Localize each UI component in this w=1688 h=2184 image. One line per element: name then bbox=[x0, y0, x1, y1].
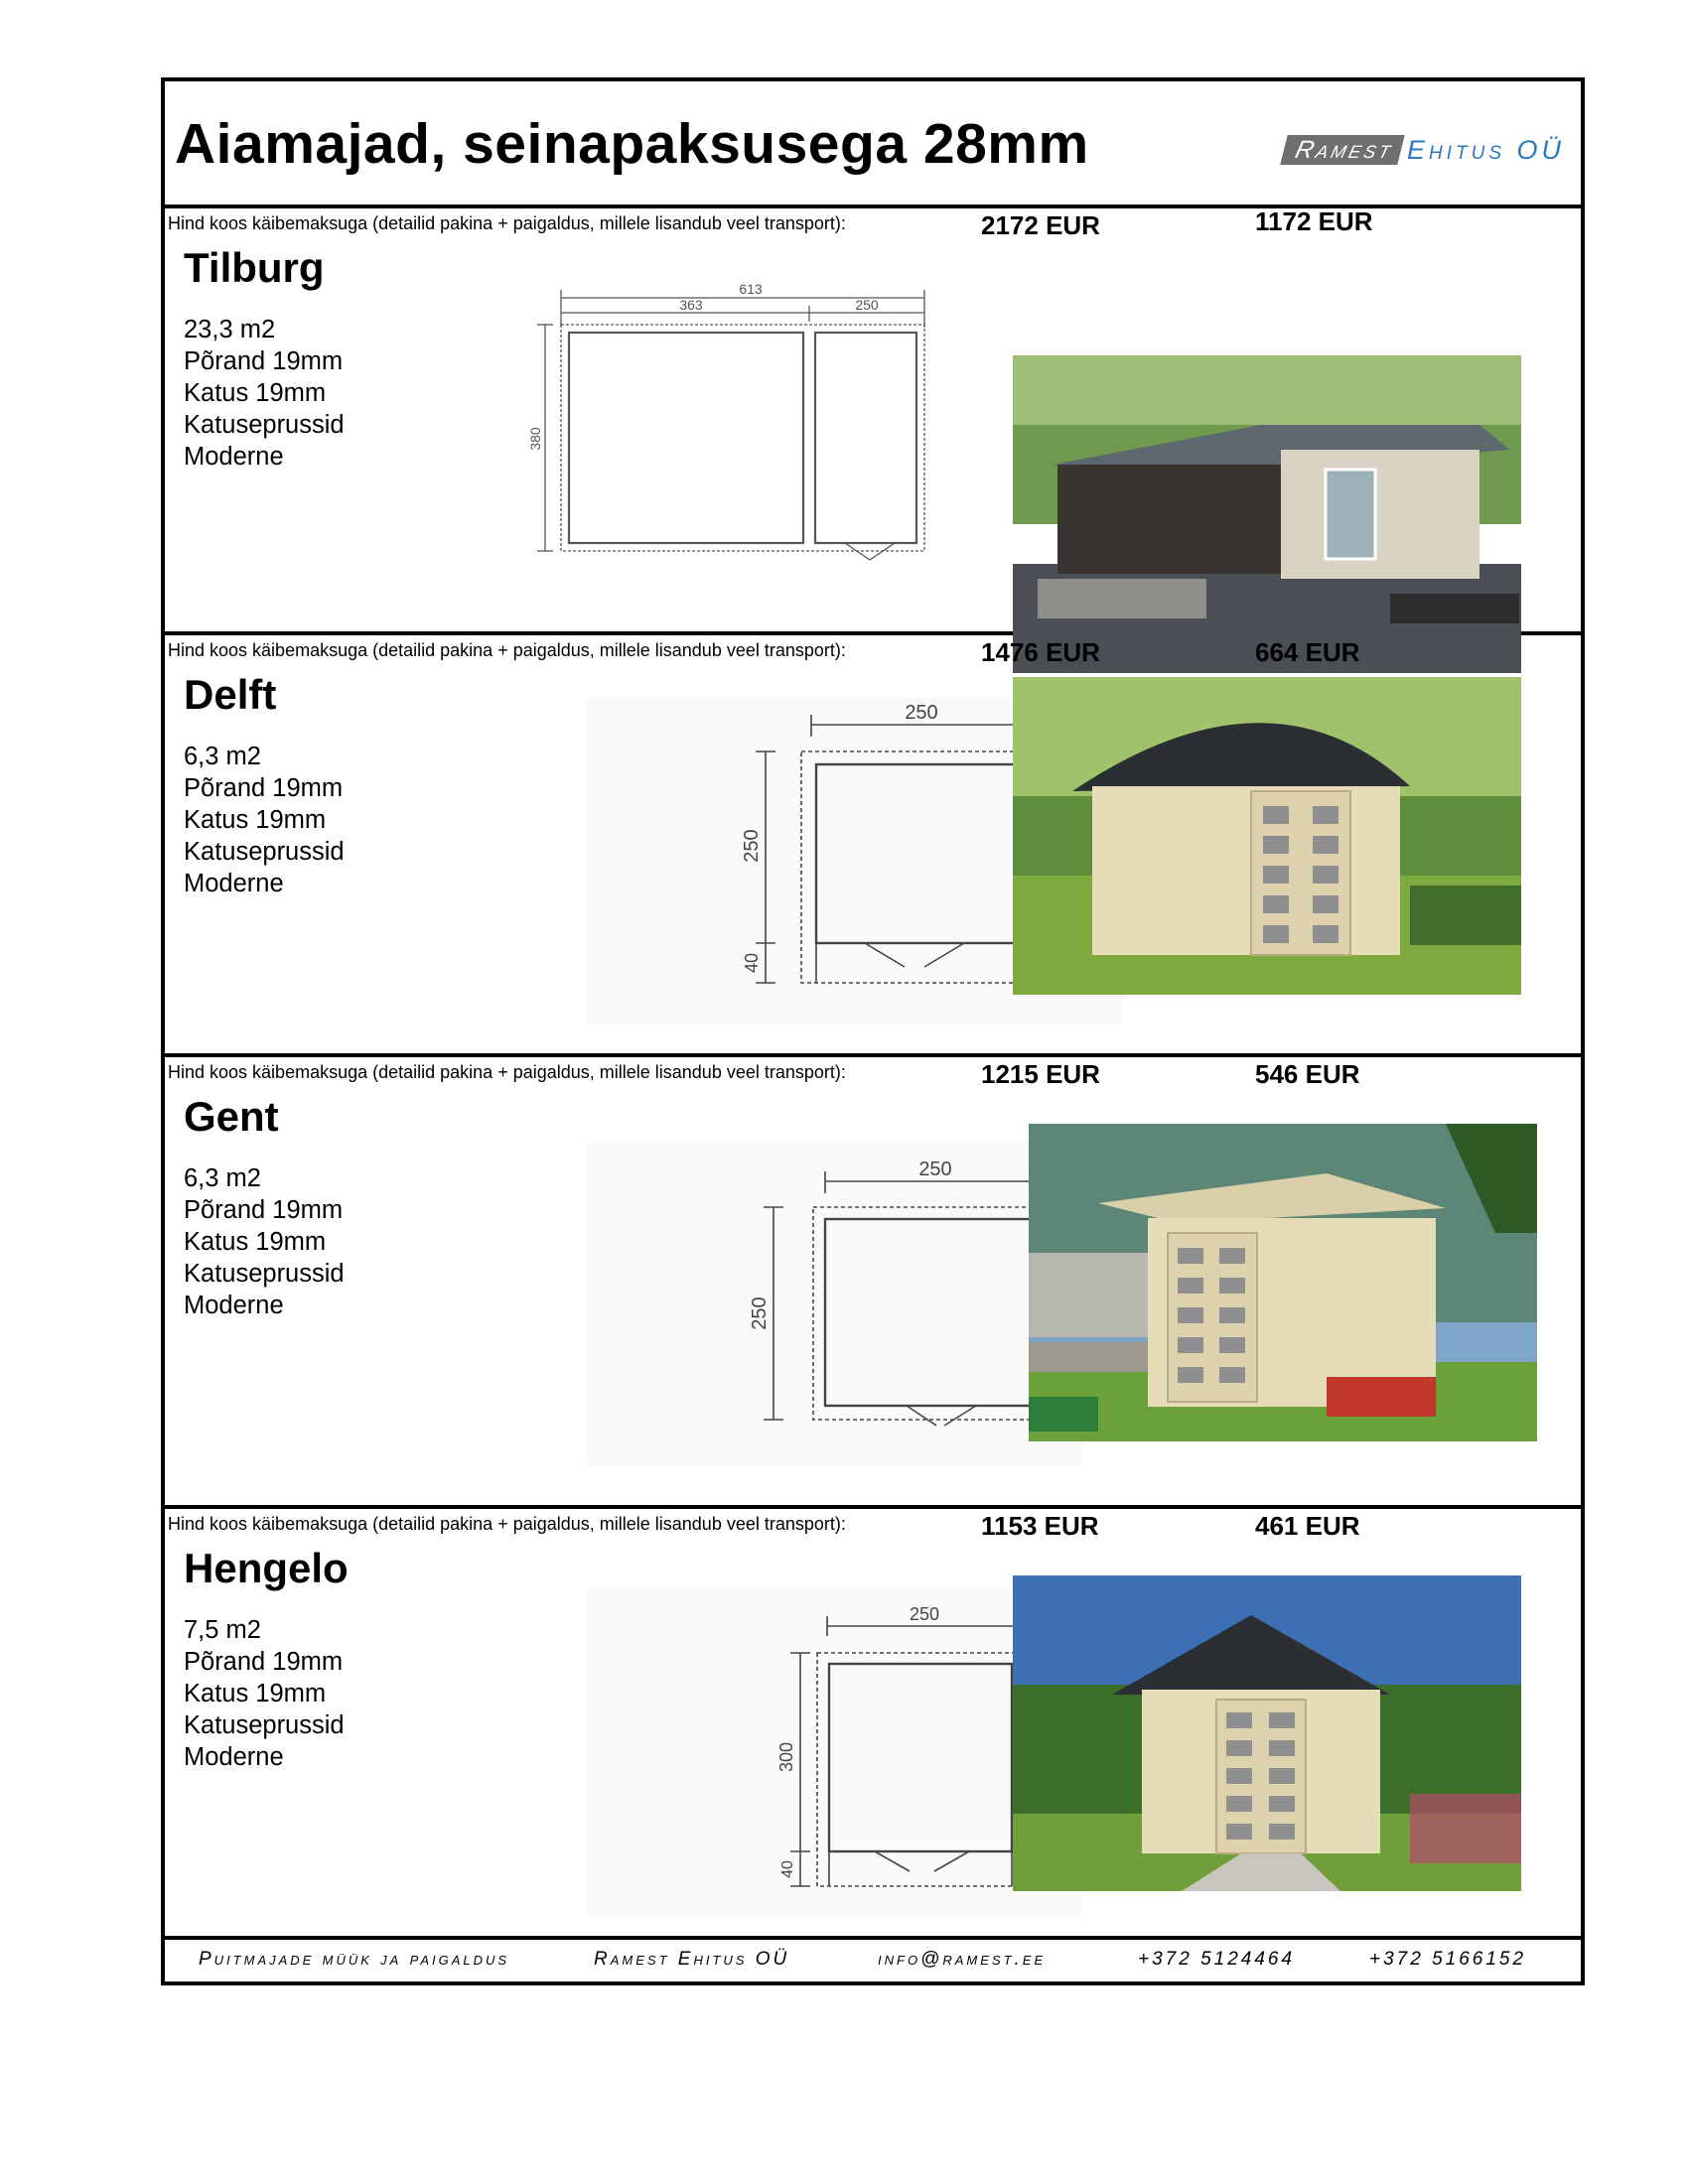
spec-style: Moderne bbox=[184, 443, 284, 471]
plan-dim-porch: 40 bbox=[742, 952, 762, 974]
spec-style: Moderne bbox=[184, 1743, 284, 1771]
product-name: Delft bbox=[184, 671, 277, 718]
price-package-install: 2172 EUR bbox=[981, 210, 1100, 240]
product-photo bbox=[1029, 1124, 1537, 1441]
footer bbox=[165, 1936, 1581, 1981]
plan-dim-depth: 250 bbox=[741, 829, 763, 863]
spec-floor: Põrand 19mm bbox=[184, 1196, 344, 1224]
floor-plan bbox=[527, 280, 944, 568]
spec-roof-beams: Katuseprussid bbox=[184, 1260, 345, 1288]
footer-company: Ramest Ehitus OÜ bbox=[594, 1949, 790, 1970]
page-title: Aiamajad, seinapaksusega 28mm bbox=[175, 112, 1089, 176]
price-package: 546 EUR bbox=[1255, 1059, 1360, 1089]
footer-phone-2[interactable]: +372 5166152 bbox=[1369, 1949, 1527, 1970]
price-package: 461 EUR bbox=[1255, 1511, 1360, 1541]
price-description: Hind koos käibemaksuga (detailid pakina + paigaldus, millele lisandub veel transport): bbox=[168, 213, 846, 233]
footer-phone-1[interactable]: +372 5124464 bbox=[1138, 1949, 1296, 1970]
logo-part-2: Ehitus OÜ bbox=[1406, 135, 1565, 165]
price-package: 664 EUR bbox=[1255, 637, 1360, 667]
price-package-install: 1215 EUR bbox=[981, 1059, 1100, 1089]
product-name: Hengelo bbox=[184, 1545, 349, 1591]
plan-dim-width: 250 bbox=[909, 1604, 940, 1624]
spec-list bbox=[184, 1614, 345, 1773]
spec-floor: Põrand 19mm bbox=[184, 774, 344, 802]
spec-list bbox=[184, 741, 345, 899]
price-package-install: 1476 EUR bbox=[981, 637, 1100, 667]
plan-dim-right: 250 bbox=[855, 297, 879, 313]
product-gent bbox=[165, 1057, 1581, 1509]
spec-roof-beams: Katuseprussid bbox=[184, 411, 345, 439]
footer-email[interactable]: info@ramest.ee bbox=[878, 1949, 1047, 1970]
product-photo bbox=[1013, 677, 1521, 995]
product-name: Tilburg bbox=[184, 244, 325, 291]
spec-list bbox=[184, 314, 345, 473]
spec-floor: Põrand 19mm bbox=[184, 1648, 344, 1676]
spec-floor: Põrand 19mm bbox=[184, 347, 344, 375]
price-sheet bbox=[161, 77, 1585, 1985]
logo-part-1: Ramest bbox=[1280, 135, 1405, 165]
plan-dim-depth: 300 bbox=[776, 1741, 796, 1773]
price-description: Hind koos käibemaksuga (detailid pakina + paigaldus, millele lisandub veel transport): bbox=[168, 1062, 846, 1082]
product-tilburg bbox=[165, 208, 1581, 635]
spec-roof: Katus 19mm bbox=[184, 806, 327, 834]
floor-plan bbox=[587, 1140, 1083, 1467]
header bbox=[165, 81, 1581, 208]
price-package-install: 1153 EUR bbox=[981, 1511, 1099, 1541]
company-logo bbox=[1284, 135, 1565, 165]
plan-dim-width: 250 bbox=[918, 1159, 952, 1180]
plan-dim-total: 613 bbox=[739, 281, 763, 297]
spec-style: Moderne bbox=[184, 870, 284, 897]
price-description: Hind koos käibemaksuga (detailid pakina + paigaldus, millele lisandub veel transport): bbox=[168, 640, 846, 660]
product-name: Gent bbox=[184, 1093, 279, 1140]
price-package: 1172 EUR bbox=[1255, 206, 1373, 236]
spec-roof-beams: Katuseprussid bbox=[184, 1711, 345, 1739]
spec-style: Moderne bbox=[184, 1292, 284, 1319]
plan-dim-porch: 40 bbox=[779, 1860, 796, 1878]
spec-area: 6,3 m2 bbox=[184, 743, 261, 770]
footer-tagline: Puitmajade müük ja paigaldus bbox=[199, 1949, 510, 1970]
spec-area: 23,3 m2 bbox=[184, 316, 276, 343]
plan-dim-depth: 250 bbox=[749, 1297, 771, 1330]
plan-dim-width: 250 bbox=[905, 702, 938, 724]
product-delft bbox=[165, 635, 1581, 1057]
price-description: Hind koos käibemaksuga (detailid pakina + paigaldus, millele lisandub veel transport): bbox=[168, 1514, 846, 1534]
spec-roof: Katus 19mm bbox=[184, 1228, 327, 1256]
spec-area: 7,5 m2 bbox=[184, 1616, 261, 1644]
spec-list bbox=[184, 1162, 345, 1321]
product-photo bbox=[1013, 355, 1521, 673]
plan-dim-left: 363 bbox=[679, 297, 703, 313]
spec-area: 6,3 m2 bbox=[184, 1164, 261, 1192]
product-hengelo bbox=[165, 1509, 1581, 1944]
plan-dim-depth: 380 bbox=[527, 427, 543, 451]
spec-roof: Katus 19mm bbox=[184, 379, 327, 407]
spec-roof: Katus 19mm bbox=[184, 1680, 327, 1707]
product-photo bbox=[1013, 1575, 1521, 1891]
spec-roof-beams: Katuseprussid bbox=[184, 838, 345, 866]
floor-plan bbox=[587, 1588, 1083, 1916]
